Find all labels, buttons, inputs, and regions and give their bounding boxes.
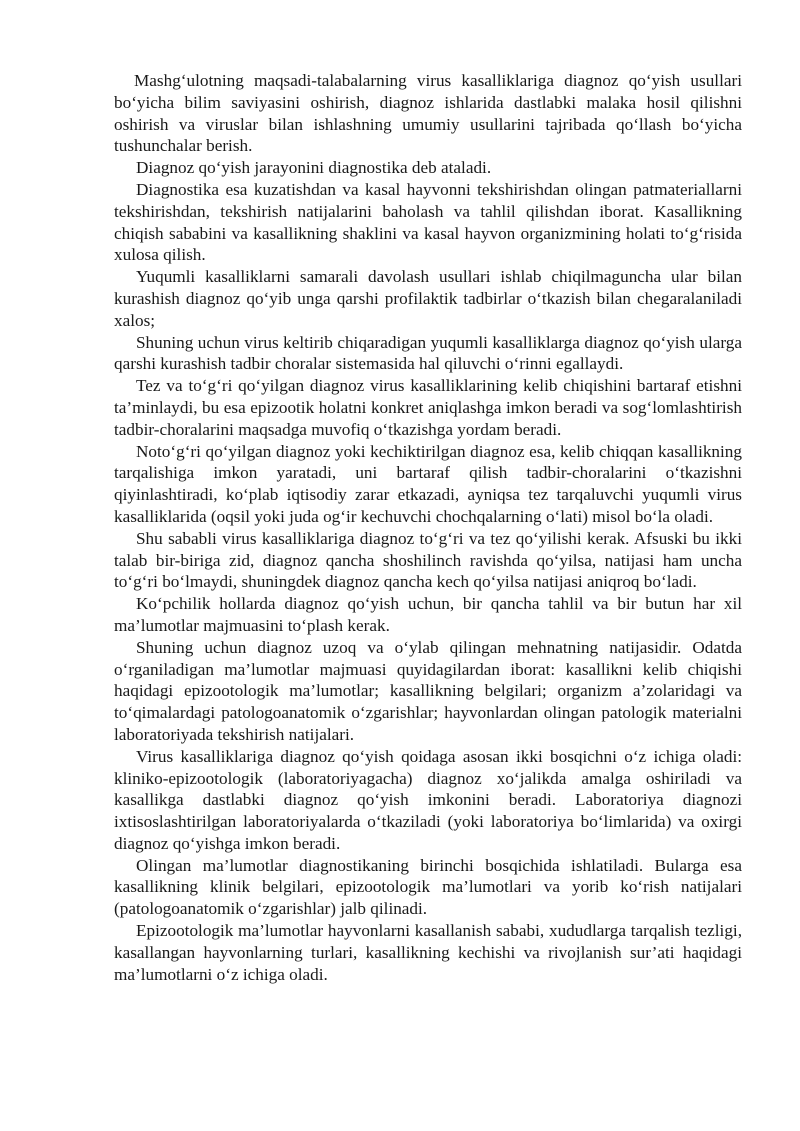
paragraph-importance: Shuning uchun virus keltirib chiqaradigan yuqumli kasalliklarga diagnoz qo‘yish ularga qarshi kurashish tadbir choralar sistemasida hal qiluvchi o‘rinni egallaydi. <box>114 332 742 374</box>
paragraph-stages: Virus kasalliklariga diagnoz qo‘yish qoidaga asosan ikki bosqichni o‘z ichiga oladi: kliniko-epizootologik (laboratoriyagacha) diagnoz xo‘jalikda amalga oshiriladi va kasallikga dastlabki diagnoz qo‘yish imkonini beradi. Laboratoriya diagnozi ixtisoslashtirilgan laboratoriyalarda o‘tkaziladi (yoki laboratoriya bo‘limlarida) va oxirgi diagnoz qo‘yishga imkon beradi. <box>114 746 742 853</box>
paragraph-treatment: Yuqumli kasalliklarni samarali davolash usullari ishlab chiqilmaguncha ular bilan kurashish diagnoz qo‘yib unga qarshi profilaktik tadbirlar o‘tkazish bilan chegaralaniladi xalos; <box>114 267 742 330</box>
paragraph-fast-diagnosis: Tez va to‘g‘ri qo‘yilgan diagnoz virus kasalliklarining kelib chiqishini bartaraf etishni ta’minlaydi, bu esa epizootik holatni konkret aniqlashga imkon beradi va sog‘lomlashtirish tadbir-choralarini maqsadga muvofiq o‘tkazishga yordam beradi. <box>114 376 742 439</box>
document-page <box>114 70 742 985</box>
paragraph-definition: Diagnoz qo‘yish jarayonini diagnostika deb ataladi. <box>136 158 492 178</box>
paragraph-goal: Mashg‘ulotning maqsadi-talabalarning virus kasalliklariga diagnoz qo‘yish usullari bo‘yicha bilim saviyasini oshirish, diagnoz ishlarida dastlabki malaka hosil qilishni oshirish va viruslar bilan ishlashning umumiy usullarini tajribada qo‘llash bo‘yicha tushunchalar berish. <box>114 71 742 156</box>
paragraph-data-set: Shuning uchun diagnoz uzoq va o‘ylab qilingan mehnatning natijasidir. Odatda o‘rganiladigan ma’lumotlar majmuasi quyidagilardan iborat: kasallikni kelib chiqishi haqidagi epizootologik ma’lumotlar; kasallikning belgilari; organizm a’zolaridagi va to‘qimalardagi patologoanatomik o‘zgarishlar; hayvonlardan olingan patologik materialni laboratoriyada tekshirish natijalari. <box>114 637 742 744</box>
paragraph-contradiction: Shu sababli virus kasalliklariga diagnoz to‘g‘ri va tez qo‘yilishi kerak. Afsuski bu ikki talab bir-biriga zid, diagnoz qancha shoshilinch ravishda qo‘yilsa, natijasi ham uncha to‘g‘ri bo‘lmaydi, shuningdek diagnoz qancha kech qo‘yilsa natijasi aniqroq bo‘ladi. <box>114 528 742 592</box>
paragraph-diagnostics: Diagnostika esa kuzatishdan va kasal hayvonni tekshirishdan olingan patmateriallarni tekshirishdan, tekshirish natijalarini baholash va tahlil qilishdan iborat. Kasallikning chiqish sababini va kasallikning shaklini va kasal hayvon organizmining holati to‘g‘risida xulosa qilish. <box>114 179 742 265</box>
paragraph-epizootology: Epizootologik ma’lumotlar hayvonlarni kasallanish sababi, xududlarga tarqalish tezligi, kasallangan hayvonlarning turlari, kasallikning kechishi va rivojlanish sur’ati haqidagi ma’lumotlarni o‘z ichiga oladi. <box>114 921 742 984</box>
paragraph-analysis: Ko‘pchilik hollarda diagnoz qo‘yish uchun, bir qancha tahlil va bir butun har xil ma’lumotlar majmuasini to‘plash kerak. <box>114 594 742 635</box>
paragraph-first-stage: Olingan ma’lumotlar diagnostikaning birinchi bosqichida ishlatiladi. Bularga esa kasallikning klinik belgilari, epizootologik ma’lumotlari va yorib ko‘rish natijalari (patologoanatomik o‘zgarishlar) jalb qilinadi. <box>114 855 742 919</box>
paragraph-wrong-diagnosis: Noto‘g‘ri qo‘yilgan diagnoz yoki kechiktirilgan diagnoz esa, kelib chiqqan kasallikning tarqalishiga imkon yaratadi, uni bartaraf qilish tadbir-choralarini o‘tkazishni qiyinlashtiradi, ko‘plab iqtisodiy zarar etkazadi, ayniqsa tez tarqaluvchi yuqumli virus kasalliklarida (oqsil yoki juda og‘ir kechuvchi chochqalarning o‘lati) misol bo‘la oladi. <box>114 441 742 526</box>
